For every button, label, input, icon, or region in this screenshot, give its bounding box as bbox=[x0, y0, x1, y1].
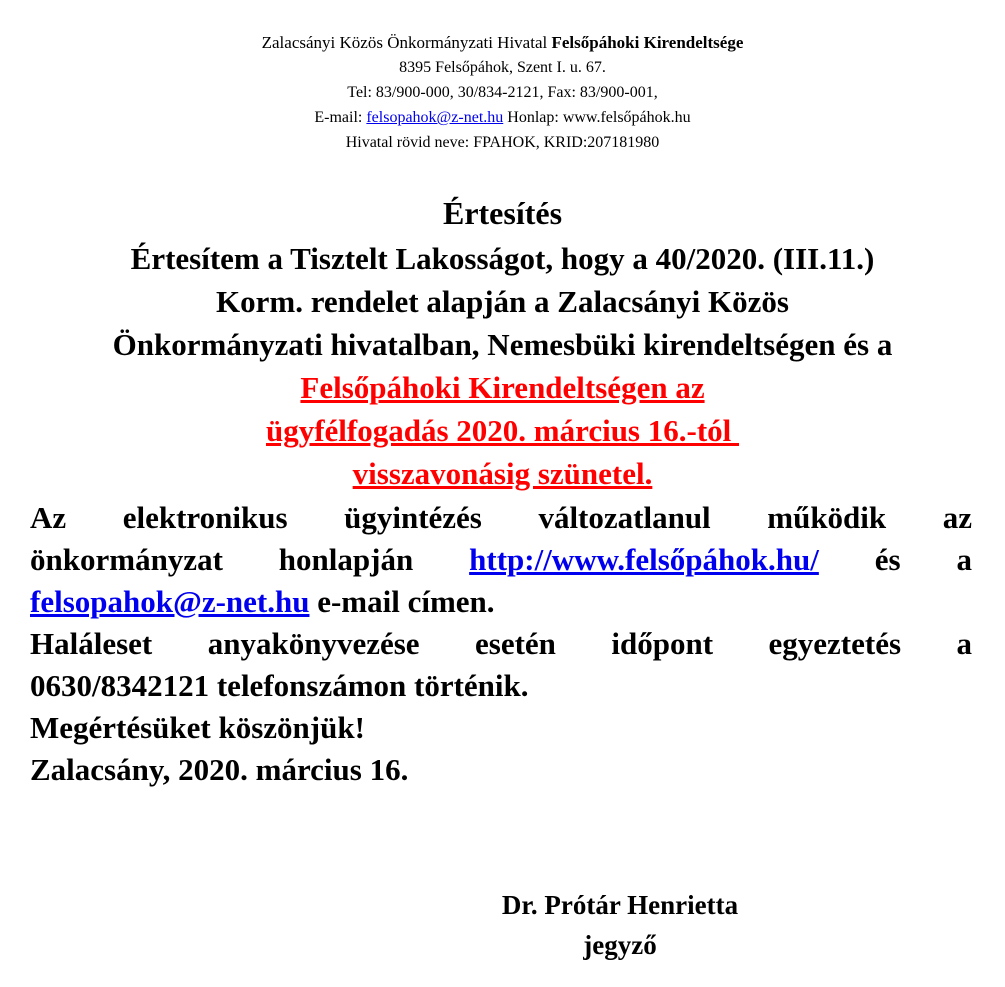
office-phone: Tel: 83/900-000, 30/834-2121, Fax: 83/900-001, bbox=[347, 84, 658, 101]
body-p1-line-3 bbox=[30, 581, 972, 623]
website-link[interactable]: http://www.felsőpáhok.hu/ bbox=[469, 542, 819, 577]
header-email-link[interactable]: felsopahok@z-net.hu bbox=[366, 109, 504, 126]
homepage-text: Honlap: www.felsőpáhok.hu bbox=[503, 109, 691, 126]
office-address: 8395 Felsőpáhok, Szent I. u. 67. bbox=[399, 59, 606, 76]
letterhead-office-line bbox=[0, 30, 1005, 55]
closure-text-3: visszavonásig szünetel. bbox=[352, 456, 653, 491]
body-p1-line-1: Az elektronikus ügyintézés változatlanul működik az bbox=[30, 500, 972, 535]
body-thanks: Megértésüket köszönjük! bbox=[30, 710, 365, 745]
signature-block bbox=[420, 885, 820, 965]
office-short-name: Hivatal rövid neve: FPAHOK, KRID:207181980 bbox=[345, 134, 660, 151]
body-place-date: Zalacsány, 2020. március 16. bbox=[30, 752, 409, 787]
notice-red-line-3 bbox=[0, 452, 1005, 495]
body-p2-line-1: Haláleset anyakönyvezése esetén időpont egyeztetés a bbox=[30, 626, 972, 661]
signer-role: jegyző bbox=[583, 930, 657, 960]
body-p1-line-2-pre: önkormányzat honlapján bbox=[30, 542, 470, 577]
branch-name: Felsőpáhoki Kirendeltsége bbox=[551, 33, 744, 52]
closure-text-1: Felsőpáhoki Kirendeltségen az bbox=[300, 370, 705, 405]
body-p1-line-2-post: és a bbox=[874, 542, 973, 577]
body-p1-line-2 bbox=[30, 539, 972, 581]
signer-name: Dr. Prótár Henrietta bbox=[501, 890, 739, 920]
notice-line-3: Önkormányzati hivatalban, Nemesbüki kirendeltségen és a bbox=[112, 327, 893, 362]
email-label: E-mail: bbox=[314, 109, 367, 126]
notice-title: Értesítés bbox=[442, 195, 563, 231]
closure-text-2: ügyfélfogadás 2020. március 16.-tól bbox=[265, 413, 740, 448]
letterhead bbox=[0, 30, 1005, 155]
notice-block bbox=[0, 190, 1005, 495]
notice-line-2: Korm. rendelet alapján a Zalacsányi Közös bbox=[216, 284, 789, 319]
body-p1-line-3-post: e-mail címen. bbox=[309, 584, 495, 619]
notice-red-line-2 bbox=[0, 409, 1005, 452]
notice-line-1: Értesítem a Tisztelt Lakosságot, hogy a 40/2020. (III.11.) bbox=[130, 241, 875, 276]
body-text bbox=[30, 497, 972, 791]
body-email-link[interactable]: felsopahok@z-net.hu bbox=[30, 584, 310, 619]
office-name: Zalacsányi Közös Önkormányzati Hivatal bbox=[261, 33, 552, 52]
office-contact-line bbox=[0, 105, 1005, 130]
body-p2-line-2: 0630/8342121 telefonszámon történik. bbox=[30, 668, 529, 703]
notice-red-line-1 bbox=[0, 366, 1005, 409]
